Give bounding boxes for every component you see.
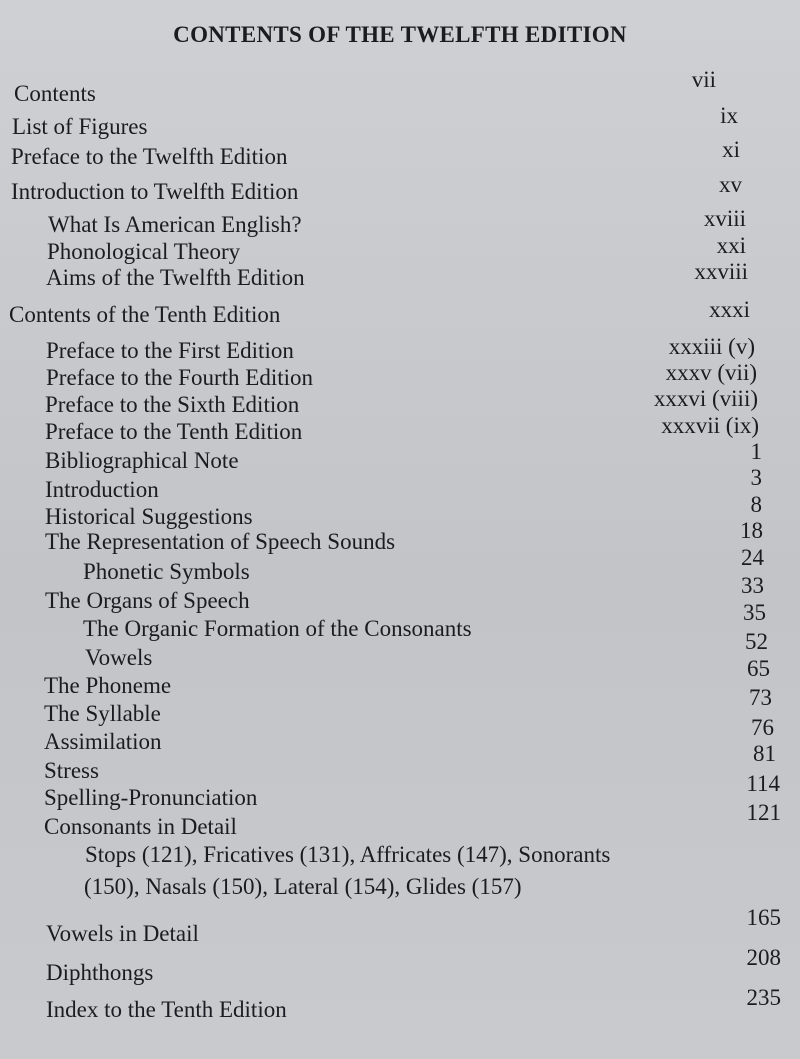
toc-entry-phonological-theory: Phonological Theory (47, 239, 241, 264)
toc-page-phonetic-symbols: 24 (741, 545, 764, 570)
toc-page-phonological-theory: xxi (716, 233, 746, 258)
toc-entry-organic-formation-consonants: The Organic Formation of the Consonants (83, 616, 472, 641)
toc-entry-representation-speech-sounds: The Representation of Speech Sounds (45, 529, 396, 554)
toc-page-vowels: 52 (745, 629, 768, 654)
toc-entry-phonetic-symbols: Phonetic Symbols (83, 559, 250, 584)
toc-page-consonants-in-detail: 121 (746, 800, 781, 825)
toc-page-index-tenth: 235 (746, 985, 781, 1010)
toc-entry-phoneme: The Phoneme (44, 673, 172, 698)
toc-page-preface-twelfth: xi (722, 137, 740, 162)
toc-page-representation-speech-sounds: 18 (740, 518, 763, 543)
toc-entry-aims-twelfth: Aims of the Twelfth Edition (46, 265, 305, 290)
toc-page-syllable: 73 (749, 685, 772, 710)
toc-entry-index-tenth: Index to the Tenth Edition (46, 997, 287, 1022)
toc-page-introduction: 3 (750, 465, 762, 490)
toc-page-preface-sixth: xxxvi (viii) (653, 386, 758, 411)
toc-page-introduction-twelfth: xv (719, 172, 742, 197)
toc-page-organs-of-speech: 33 (741, 573, 764, 598)
toc-entry-organs-of-speech: The Organs of Speech (45, 588, 250, 613)
toc-entry-vowels: Vowels (85, 645, 153, 670)
toc-entry-syllable: The Syllable (44, 701, 161, 726)
toc-page-spelling-pronunciation: 114 (746, 771, 780, 796)
consonant-subtopics-line-1: Stops (121), Fricatives (131), Affricates (147), Sonorants (85, 842, 611, 867)
toc-page-contents: vii (691, 67, 716, 92)
toc-page-preface-first: xxxiii (v) (668, 334, 755, 359)
toc-entry-diphthongs: Diphthongs (46, 960, 154, 985)
toc-entry-bibliographical-note: Bibliographical Note (45, 448, 239, 473)
toc-entry-contents-tenth: Contents of the Tenth Edition (9, 302, 281, 327)
toc-entry-stress: Stress (44, 758, 99, 783)
toc-page-phoneme: 65 (747, 656, 770, 681)
toc-entry-vowels-in-detail: Vowels in Detail (46, 921, 199, 946)
toc-page-stress: 81 (753, 741, 776, 766)
toc-page-list-of-figures: ix (720, 103, 738, 128)
toc-page-assimilation: 76 (751, 715, 774, 740)
toc-entry-list-of-figures: List of Figures (12, 114, 148, 139)
toc-entry-introduction: Introduction (45, 477, 159, 502)
toc-entry-preface-sixth: Preface to the Sixth Edition (45, 392, 300, 417)
toc-entry-consonants-in-detail: Consonants in Detail (44, 814, 237, 839)
toc-page-preface-tenth: xxxvii (ix) (661, 413, 759, 438)
toc-entry-introduction-twelfth: Introduction to Twelfth Edition (11, 179, 299, 204)
toc-page-aims-twelfth: xxviii (694, 259, 748, 284)
toc-page-diphthongs: 208 (746, 945, 781, 970)
toc-page-contents-tenth: xxxi (709, 297, 750, 322)
toc-entry-preface-twelfth: Preface to the Twelfth Edition (11, 144, 288, 169)
toc-entry-spelling-pronunciation: Spelling-Pronunciation (44, 785, 258, 810)
toc-entry-assimilation: Assimilation (44, 729, 162, 754)
toc-entry-contents: Contents (14, 81, 96, 106)
toc-entry-american-english: What Is American English? (48, 212, 302, 237)
page-title: CONTENTS OF THE TWELFTH EDITION (173, 22, 627, 47)
toc-page-bibliographical-note: 1 (750, 439, 762, 464)
toc-page-organic-formation-consonants: 35 (743, 600, 766, 625)
toc-entry-preface-first: Preface to the First Edition (46, 338, 294, 363)
consonant-subtopics-line-2: (150), Nasals (150), Lateral (154), Glides (157) (84, 874, 522, 899)
toc-page-preface-fourth: xxxv (vii) (665, 360, 757, 385)
toc-entry-preface-tenth: Preface to the Tenth Edition (45, 419, 303, 444)
toc-page-vowels-in-detail: 165 (746, 905, 781, 930)
toc-page-american-english: xviii (703, 206, 746, 231)
toc-entry-historical-suggestions: Historical Suggestions (45, 504, 253, 529)
toc-page-historical-suggestions: 8 (750, 492, 762, 517)
toc-entry-preface-fourth: Preface to the Fourth Edition (46, 365, 313, 390)
